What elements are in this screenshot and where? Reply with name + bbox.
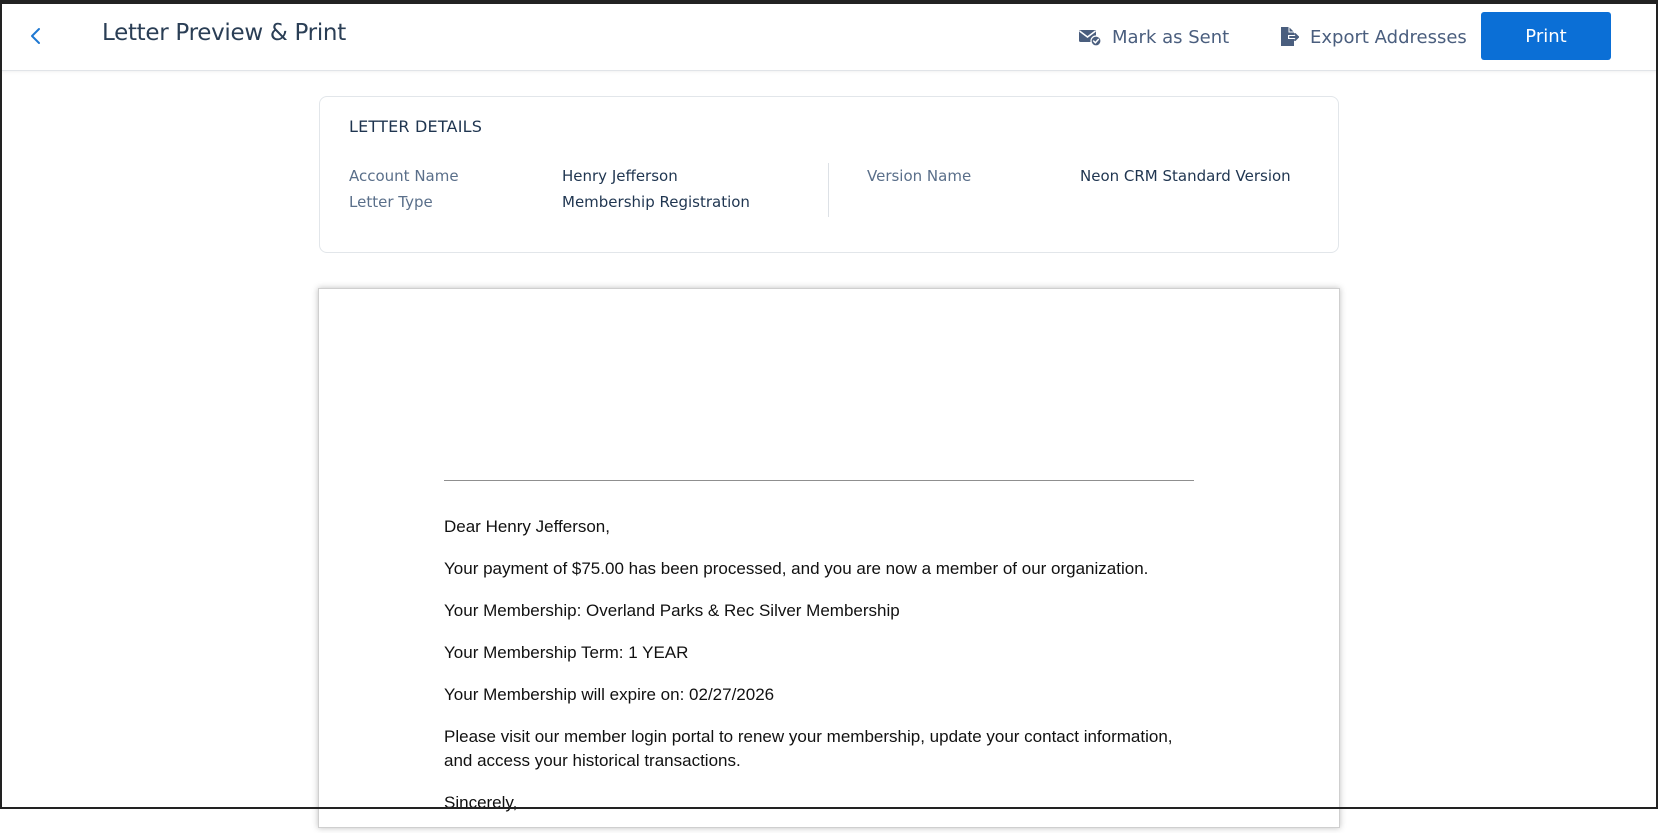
letter-closing: Sincerely, xyxy=(444,793,518,812)
letterhead-divider xyxy=(444,480,1194,481)
back-button[interactable] xyxy=(22,22,50,50)
file-export-icon xyxy=(1278,26,1300,48)
mark-as-sent-label: Mark as Sent xyxy=(1112,26,1230,48)
letter-paragraph: Your Membership: Overland Parks & Rec Silver Membership xyxy=(444,601,900,620)
letter-body xyxy=(444,515,1204,833)
letter-preview-page xyxy=(318,288,1340,828)
envelope-check-icon xyxy=(1078,28,1102,46)
account-name-label: Account Name xyxy=(349,167,459,185)
export-addresses-button[interactable] xyxy=(1278,12,1467,62)
letter-details-card xyxy=(319,96,1339,253)
letter-paragraph: Your payment of $75.00 has been processed, and you are now a member of our organization. xyxy=(444,559,1149,578)
letter-type-value: Membership Registration xyxy=(562,193,750,211)
export-addresses-label: Export Addresses xyxy=(1310,26,1467,48)
letter-details-heading: LETTER DETAILS xyxy=(349,117,483,136)
letter-greeting: Dear Henry Jefferson, xyxy=(444,517,610,536)
mark-as-sent-button[interactable] xyxy=(1078,12,1229,62)
letter-paragraph: Your Membership will expire on: 02/27/2026 xyxy=(444,685,775,704)
version-name-value: Neon CRM Standard Version xyxy=(1080,167,1291,185)
letter-paragraph: Your Membership Term: 1 YEAR xyxy=(444,643,689,662)
letter-type-label: Letter Type xyxy=(349,193,433,211)
letter-paragraph: Please visit our member login portal to renew your membership, update your contact information, and access your historical transactions. xyxy=(444,727,1173,770)
version-name-label: Version Name xyxy=(867,167,972,185)
chevron-left-icon xyxy=(29,26,43,46)
print-label: Print xyxy=(1525,25,1567,47)
page-title: Letter Preview & Print xyxy=(102,20,346,46)
details-divider xyxy=(828,163,829,217)
account-name-value: Henry Jefferson xyxy=(562,167,678,185)
print-button[interactable] xyxy=(1481,12,1611,60)
